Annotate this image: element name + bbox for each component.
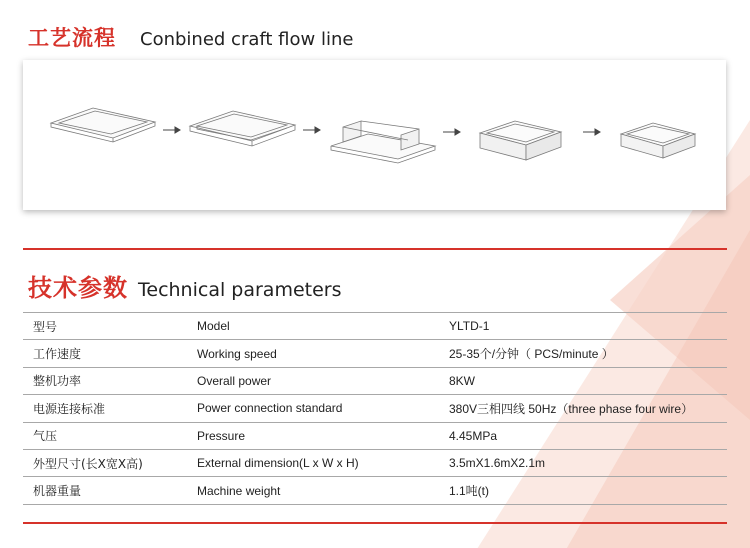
param-value: 8KW	[449, 367, 727, 394]
table-row	[23, 477, 727, 504]
flow-title-cn: 工艺流程	[28, 26, 116, 50]
table-row	[23, 422, 727, 449]
arrow-right-icon	[443, 129, 460, 135]
table-row	[23, 313, 727, 340]
param-name-en: Overall power	[197, 367, 449, 394]
arrow-right-icon	[163, 127, 180, 133]
section-divider-top	[23, 248, 727, 250]
param-value: 3.5mX1.6mX2.1m	[449, 449, 727, 476]
technical-parameters-table	[23, 312, 727, 505]
param-name-cn: 机器重量	[23, 477, 197, 504]
param-name-cn: 工作速度	[23, 340, 197, 367]
param-name-cn: 外型尺寸(长X宽X高)	[23, 449, 197, 476]
folded-sides-icon	[331, 121, 435, 163]
param-name-en: Model	[197, 313, 449, 340]
table-row	[23, 340, 727, 367]
flow-title-en: Conbined craft flow line	[140, 29, 354, 50]
params-section-header	[28, 268, 342, 303]
table-row	[23, 367, 727, 394]
param-name-cn: 电源连接标准	[23, 395, 197, 422]
craft-flow-panel	[23, 60, 726, 210]
table-row	[23, 395, 727, 422]
section-divider-bottom	[23, 522, 727, 524]
arrow-right-icon	[583, 129, 600, 135]
param-value: 1.1吨(t)	[449, 477, 727, 504]
folded-edges-icon	[190, 111, 295, 146]
param-name-en: External dimension(L x W x H)	[197, 449, 449, 476]
param-value: 25-35个/分钟（ PCS/minute ）	[449, 340, 727, 367]
param-name-cn: 型号	[23, 313, 197, 340]
formed-box-icon	[480, 121, 561, 160]
param-name-cn: 整机功率	[23, 367, 197, 394]
flow-section-header	[28, 22, 353, 52]
param-name-en: Pressure	[197, 422, 449, 449]
flat-sheet-icon	[51, 108, 155, 142]
param-name-en: Working speed	[197, 340, 449, 367]
arrow-right-icon	[303, 127, 320, 133]
param-value: YLTD-1	[449, 313, 727, 340]
param-value: 4.45MPa	[449, 422, 727, 449]
params-title-cn: 技术参数	[28, 274, 128, 302]
param-name-cn: 气压	[23, 422, 197, 449]
params-title-en: Technical parameters	[138, 279, 342, 301]
param-name-en: Machine weight	[197, 477, 449, 504]
finished-box-icon	[621, 123, 695, 158]
param-value: 380V三相四线 50Hz（three phase four wire）	[449, 395, 727, 422]
param-name-en: Power connection standard	[197, 395, 449, 422]
table-row	[23, 449, 727, 476]
